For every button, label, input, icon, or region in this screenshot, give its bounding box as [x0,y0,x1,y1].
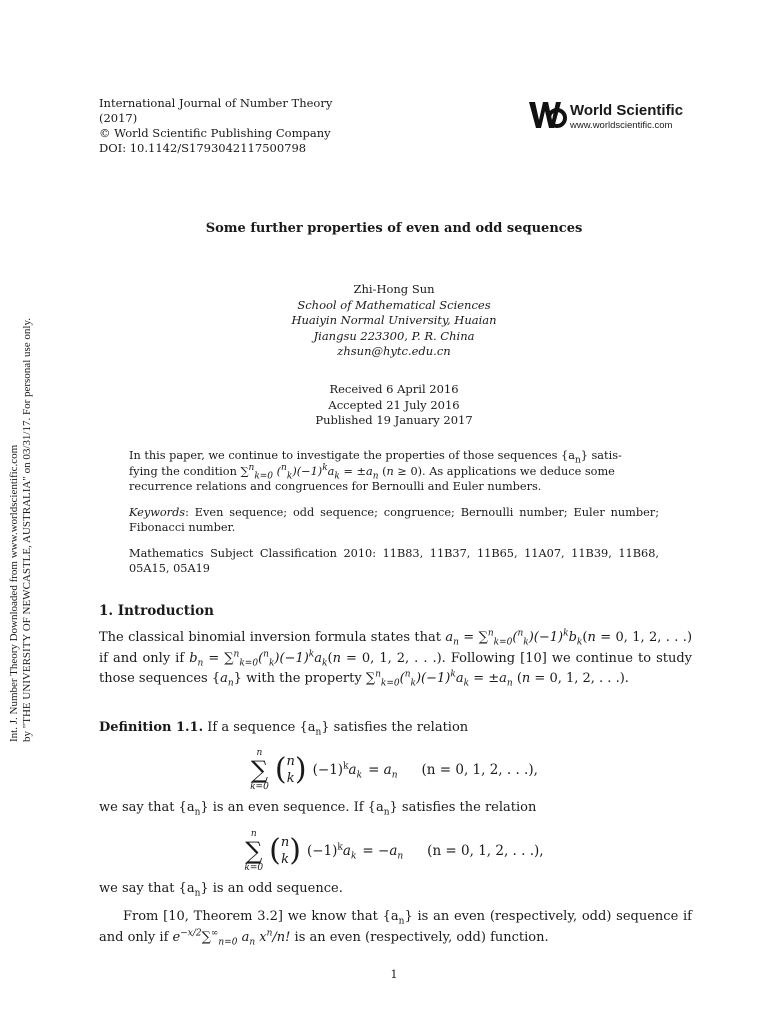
received-date: Received 6 April 2016 [329,382,459,396]
download-notice-line-2: by "THE UNIVERSITY OF NEWCASTLE, AUSTRALIA" on 03/31/17. For personal use only. [21,318,33,742]
intro-paragraph-2: From [10, Theorem 3.2] we know that $\{a_n\}$ is an even (respectively, odd) sequence if and only if $e^{-x/2}\sum^\infty_{n=0}$ $a_n$ $x^n/n$! is an even (respectively, odd) function. [99,909,692,948]
author-email[interactable]: zhsun@hytc.edu.cn [337,344,451,358]
download-notice-line-1: Int. J. Number Theory Downloaded from www.worldscientific.com [8,444,20,742]
intro-paragraph-1: The classical binomial inversion formula states that $a_n = \sum^n_{k=0}(^n_k)(-1)^kb_k(n = 0$, 1, 2, . . .) if and only if $b_n = \sum^n_{k=0}(^n_k)(-1)^ka_k(n = 0$, 1, 2, . . .). Following [10] we continue to study those sequences $\{a_n\}$ with the property $\sum^n_{k=0}(^n_k)(-1)^ka_k = \pm a_n$ (n = 0, 1, 2, . . .). [99,628,693,689]
journal-name: International Journal of Number Theory [99,96,333,110]
keywords [129,505,659,536]
section-heading: 1. Introduction [99,603,214,619]
keywords-list: : Even sequence; odd sequence; congruence; Bernoulli number; Euler number; Fibonacci number. [129,505,659,534]
world-scientific-logo-icon [527,98,567,132]
affiliation-2: Huaiyin Normal University, Huaian [291,313,497,327]
definition-label: Definition 1.1. [99,720,204,735]
definition-1-1: Definition 1.1. If a sequence $\{a_n\}$ satisfies the relation [99,720,469,738]
author-block [0,282,768,360]
author-name: Zhi-Hong Sun [353,282,435,296]
even-sequence-text: we say that $\{a_n\}$ is an even sequence. If $\{a_n\}$ satisfies the relation [99,800,537,818]
abstract-line-2: fying the condition ∑$^n_{k=0}$ $(^n_k)(-1)^ka_k = \pm a_n$ (n ≥ 0). As applications we deduce some [129,462,615,481]
abstract-line-1: In this paper, we continue to investigate the properties of those sequences $\{a_n\}$ satis- [129,449,622,466]
world-scientific-logo[interactable] [527,96,697,136]
journal-year: (2017) [99,111,138,125]
dates-block [0,382,768,429]
journal-doi[interactable]: DOI: 10.1142/S1793042117500798 [99,141,307,155]
logo-name: World Scientific [570,102,684,119]
abstract-line-3: recurrence relations and congruences for Bernoulli and Euler numbers. [129,480,542,493]
abstract-formula: ∑$^n_{k=0}$ $(^n_k)(-1)^ka_k = \pm a_n$ [240,462,379,481]
odd-sequence-text: we say that $\{a_n\}$ is an odd sequence. [99,881,343,899]
affiliation-1: School of Mathematical Sciences [297,297,491,312]
keywords-label: Keywords [129,505,186,519]
msc-classification: Mathematics Subject Classification 2010: 11B83, 11B37, 11B65, 11A07, 11B39, 11B68, 05A15, 05A19 [129,546,659,575]
equation-even: n ∑ k=0 ( n k ) $(-1)^ka_k$ = $a_n$ (n = 0, 1, 2, . . .), [250,748,538,792]
abstract [129,448,659,577]
journal-copyright: © World Scientific Publishing Company [99,126,331,140]
page-number: 1 [390,968,398,981]
published-date: Published 19 January 2017 [315,413,473,427]
accepted-date: Accepted 21 July 2016 [328,397,460,412]
journal-header [99,96,332,156]
affiliation-3: Jiangsu 223300, P. R. China [313,328,475,343]
paper-title: Some further properties of even and odd sequences [205,221,583,236]
logo-url[interactable]: www.worldscientific.com [570,120,673,131]
equation-odd: n ∑ k=0 ( n k ) $(-1)^ka_k$ = $-a_n$ (n = 0, 1, 2, . . .), [244,829,544,873]
